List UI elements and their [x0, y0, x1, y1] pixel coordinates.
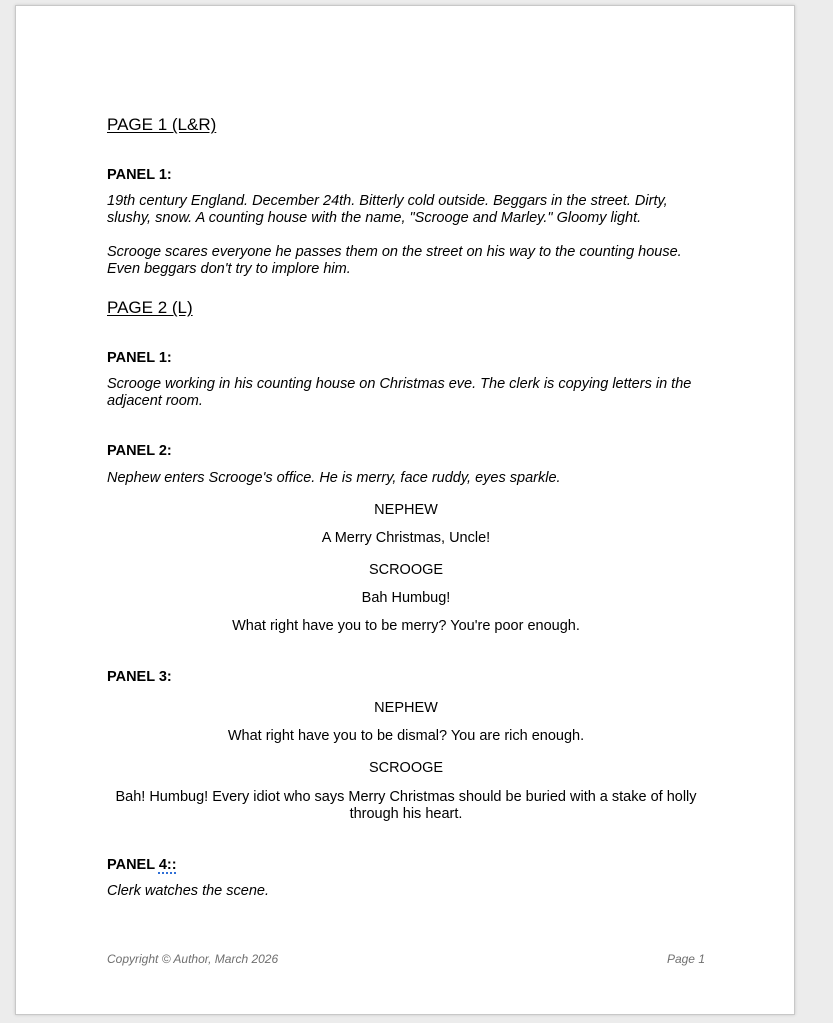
character-name: SCROOGE: [368, 760, 444, 776]
dialogue-line: What right have you to be merry? You're poor enough.: [232, 618, 580, 634]
dialogue-line: A Merry Christmas, Uncle!: [321, 530, 491, 546]
action-description: Clerk watches the scene.: [107, 883, 269, 899]
dialogue-line: Bah Humbug!: [361, 590, 451, 606]
action-description: Scrooge scares everyone he passes them on the street on his way to the counting house. Even beggars don't try to implore him.: [107, 244, 682, 277]
page-heading: PAGE 1 (L&R): [107, 115, 217, 134]
character-name: SCROOGE: [368, 562, 444, 578]
panel-label: [107, 856, 177, 874]
footer-copyright: Copyright © Author, March 2026: [107, 952, 279, 966]
panel-label: PANEL 1:: [107, 167, 172, 183]
panel-label: PANEL 3:: [107, 669, 172, 685]
panel-label: PANEL 2:: [107, 443, 172, 459]
action-description: Scrooge working in his counting house on Christmas eve. The clerk is copying letters in the adjacent room.: [107, 376, 692, 409]
page-heading: PAGE 2 (L): [107, 298, 193, 317]
panel-label-prefix: PANEL: [107, 857, 159, 873]
action-description: Nephew enters Scrooge's office. He is merry, face ruddy, eyes sparkle.: [107, 470, 561, 486]
dialogue-line: What right have you to be dismal? You are rich enough.: [227, 728, 585, 744]
dialogue-line: Bah! Humbug! Every idiot who says Merry Christmas should be buried with a stake of holly through his heart.: [115, 789, 697, 822]
footer-page-number: Page 1: [666, 952, 705, 966]
character-name: NEPHEW: [374, 502, 438, 518]
document-page: [15, 5, 795, 1015]
spellcheck-flagged-text[interactable]: 4::: [158, 857, 177, 873]
character-name: NEPHEW: [374, 700, 438, 716]
action-description: 19th century England. December 24th. Bitterly cold outside. Beggars in the street. Dirty, slushy, snow. A counting house with the name, "Scrooge and Marley." Gloomy light.: [107, 193, 668, 226]
panel-label: PANEL 1:: [107, 350, 172, 366]
